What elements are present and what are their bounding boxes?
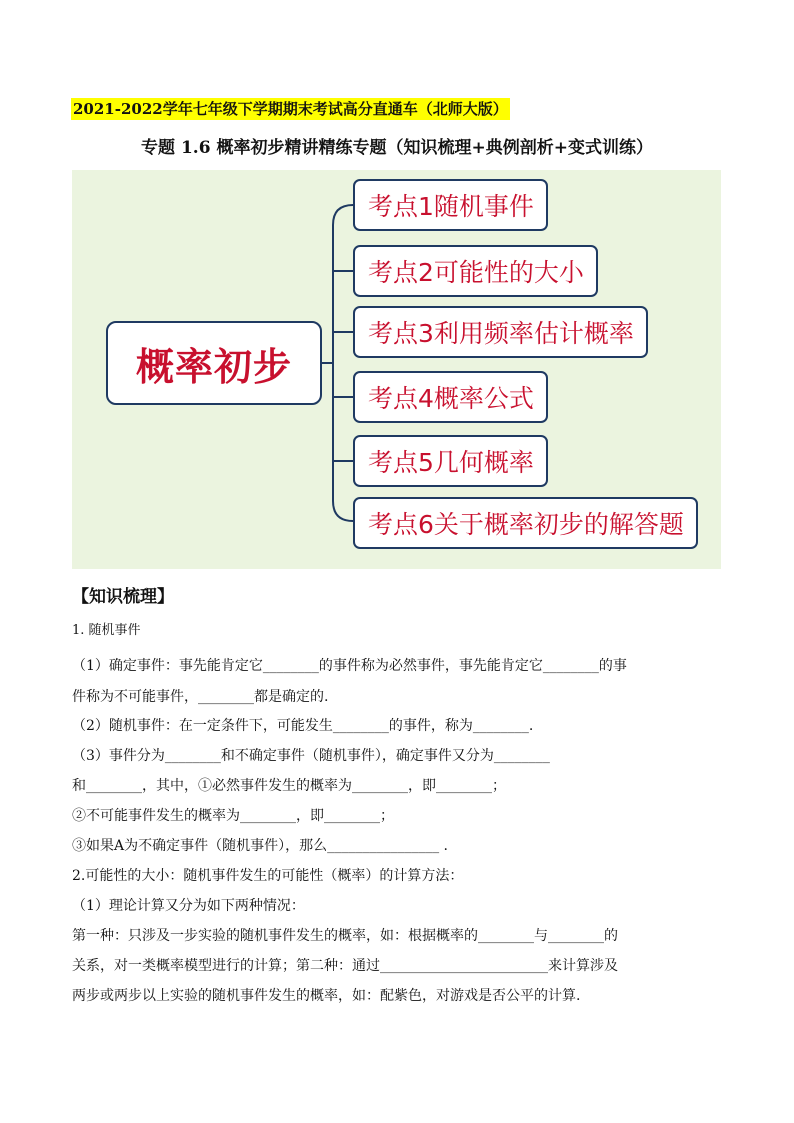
paragraph-5: （3）事件分为________和不确定事件（随机事件），确定事件又分为________ [72, 748, 550, 764]
paragraph-7: ②不可能事件发生的概率为________，即________； [72, 808, 394, 824]
paragraph-9: 2.可能性的大小：随机事件发生的可能性（概率）的计算方法： [72, 868, 464, 884]
paragraph-2: （1）确定事件：事先能肯定它________的事件称为必然事件，事先能肯定它________的事 [72, 658, 627, 674]
mindmap-branch-1: 考点1随机事件 [353, 179, 548, 231]
paragraph-10: （1）理论计算又分为如下两种情况： [72, 898, 305, 914]
paragraph-13: 两步或两步以上实验的随机事件发生的概率，如：配紫色，对游戏是否公平的计算. [72, 988, 581, 1004]
mindmap-branch-2: 考点2可能性的大小 [353, 245, 598, 297]
mindmap-branch-3: 考点3利用频率估计概率 [353, 306, 648, 358]
paragraph-11: 第一种：只涉及一步实验的随机事件发生的概率，如：根据概率的________与________的 [72, 928, 618, 944]
mindmap-branch-5: 考点5几何概率 [353, 435, 548, 487]
mindmap [72, 170, 721, 569]
paragraph-1: 1. 随机事件 [72, 623, 141, 638]
connector-bracket [333, 205, 353, 521]
subject-title: 专题 1.6 概率初步精讲精练专题（知识梳理+典例剖析+变式训练） [141, 138, 653, 158]
document-highlight-title: 2021-2022学年七年级下学期期末考试高分直通车（北师大版） [73, 100, 508, 118]
paragraph-6: 和________，其中，①必然事件发生的概率为________，即________； [72, 778, 506, 794]
mindmap-root-node: 概率初步 [106, 321, 322, 405]
mindmap-branch-6: 考点6关于概率初步的解答题 [353, 497, 698, 549]
paragraph-12: 关系，对一类概率模型进行的计算；第二种：通过________________________来计算涉及 [72, 958, 618, 974]
paragraph-8: ③如果A为不确定事件（随机事件），那么________________ . [72, 838, 449, 854]
mindmap-branch-4: 考点4概率公式 [353, 371, 548, 423]
paragraph-4: （2）随机事件：在一定条件下，可能发生________的事件，称为________. [72, 718, 534, 734]
paragraph-3: 件称为不可能事件，________都是确定的. [72, 689, 329, 705]
section-heading: 【知识梳理】 [72, 587, 174, 607]
